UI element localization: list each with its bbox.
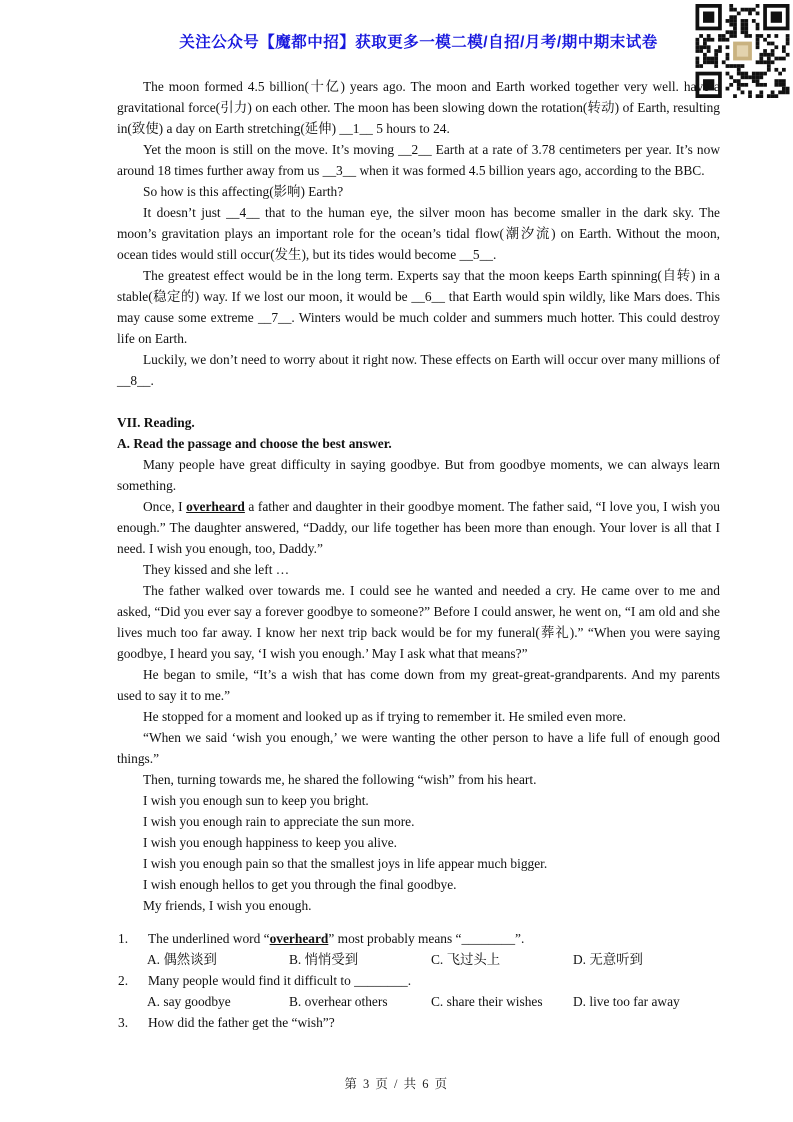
- header-banner: 关注公众号【魔都中招】获取更多一模二模/自招/月考/期中期末试卷: [179, 34, 658, 51]
- cloze-paragraph-4: It doesn’t just __4__ that to the human eye, the silver moon has become smaller in the dark sky. The moon’s gravitation plays an important role for the ocean’s tidal flow(潮汐流) on Earth. Without the moon, ocean tides would still occur(发生), but its tides would become __5__.: [117, 205, 720, 262]
- question-2-number: 2.: [118, 973, 129, 988]
- cloze-paragraph-6: Luckily, we don’t need to worry about it right now. These effects on Earth will occur over many millions of __8__.: [117, 352, 720, 388]
- question-2-option-b: B. overhear others: [289, 994, 388, 1009]
- reading-paragraph-6: He stopped for a moment and looked up as if trying to remember it. He smiled even more.: [143, 709, 627, 724]
- cloze-paragraph-5: The greatest effect would be in the long term. Experts say that the moon keeps Earth spinning(自转) in a stable(稳定的) way. If we lost our moon, it would be __6__ that Earth would spin wildly, like Mars does. This may cause some extreme __7__. Winters would be much colder and summers much hotter. This could destroy life on Earth.: [117, 268, 720, 346]
- wish-line-2: I wish you enough rain to appreciate the sun more.: [143, 814, 415, 829]
- questions-block: [117, 928, 720, 1033]
- cloze-paragraph-2: Yet the moon is still on the move. It’s moving __2__ Earth at a rate of 3.78 centimeters per year. It’s now around 18 times further away from us __3__ when it was formed 4.5 billion years ago, according to the BBC.: [117, 142, 720, 178]
- question-2-option-c: C. share their wishes: [431, 994, 543, 1009]
- question-1: [117, 928, 720, 970]
- underlined-word-overheard: overheard: [186, 499, 245, 514]
- wish-line-5: I wish enough hellos to get you through the final goodbye.: [143, 877, 457, 892]
- page-content: [117, 76, 720, 1033]
- question-2: [117, 970, 720, 1012]
- reading-paragraph-8: Then, turning towards me, he shared the following “wish” from his heart.: [143, 772, 537, 787]
- section-title: VII. Reading.: [117, 415, 195, 430]
- question-1-option-b: B. 悄悄受到: [289, 952, 359, 967]
- reading-paragraph-3: They kissed and she left …: [143, 562, 290, 577]
- reading-paragraph-7: “When we said ‘wish you enough,’ we were wanting the other person to have a life full of enough good things.”: [117, 730, 720, 766]
- reading-paragraph-2: [117, 496, 720, 559]
- reading-p2-pre: Once, I: [143, 499, 187, 514]
- question-2-option-d: D. live too far away: [573, 994, 680, 1009]
- question-3-number: 3.: [118, 1015, 129, 1030]
- question-1-option-d: D. 无意听到: [573, 952, 643, 967]
- question-3: [117, 1012, 720, 1033]
- reading-paragraph-5: He began to smile, “It’s a wish that has come down from my great-great-grandparents. And my parents used to say it to me.”: [117, 667, 720, 703]
- reading-paragraph-4: The father walked over towards me. I could see he wanted and needed a cry. He came over to me and asked, “Did you ever say a forever goodbye to someone?” Before I could answer, he went on, “I am old and she lives much too far away. I know her next trip back would be for my funeral(葬礼).” “When you were saying goodbye, I heard you say, ‘I wish you enough.’ May I ask what that means?”: [117, 583, 720, 661]
- stem-underlined-word: overheard: [269, 931, 329, 946]
- question-1-number: 1.: [118, 931, 129, 946]
- cloze-paragraph-3: So how is this affecting(影响) Earth?: [143, 184, 344, 199]
- question-1-options: [117, 949, 720, 970]
- question-1-option-a: A. 偶然谈到: [147, 952, 217, 967]
- reading-p2-post: a father and daughter in their goodbye moment. The father said, “I love you, I wish you enough.” The daughter answered, “Daddy, our life together has been more than enough. Your lover is all that I need. I wish you enough, too, Daddy.”: [117, 499, 720, 556]
- wish-line-1: I wish you enough sun to keep you bright.: [143, 793, 369, 808]
- reading-paragraph-1: Many people have great difficulty in saying goodbye. But from goodbye moments, we can always learn something.: [117, 457, 720, 493]
- question-3-stem: How did the father get the “wish”?: [148, 1015, 335, 1030]
- question-1-stem: The underlined word “overheard” most probably means “________”.: [148, 931, 525, 946]
- question-1-option-c: C. 飞过头上: [431, 952, 501, 967]
- question-2-option-a: A. say goodbye: [147, 994, 231, 1009]
- cloze-paragraph-1: The moon formed 4.5 billion(十亿) years ago. The moon and Earth worked together very well. have a gravitational force(引力) on each other. The moon has been slowing down the rotation(转动) of Earth, resulting in(致使) a day on Earth stretching(延伸) __1__ 5 hours to 24.: [117, 79, 720, 136]
- wish-line-3: I wish you enough happiness to keep you alive.: [143, 835, 398, 850]
- wish-line-4: I wish you enough pain so that the smallest joys in life appear much bigger.: [143, 856, 548, 871]
- wish-line-6: My friends, I wish you enough.: [143, 898, 312, 913]
- section-instructions: A. Read the passage and choose the best answer.: [117, 436, 392, 451]
- question-2-stem: Many people would find it difficult to ________.: [148, 973, 412, 988]
- question-2-options: [117, 991, 720, 1012]
- page-number: 第 3 页 / 共 6 页: [344, 1077, 449, 1091]
